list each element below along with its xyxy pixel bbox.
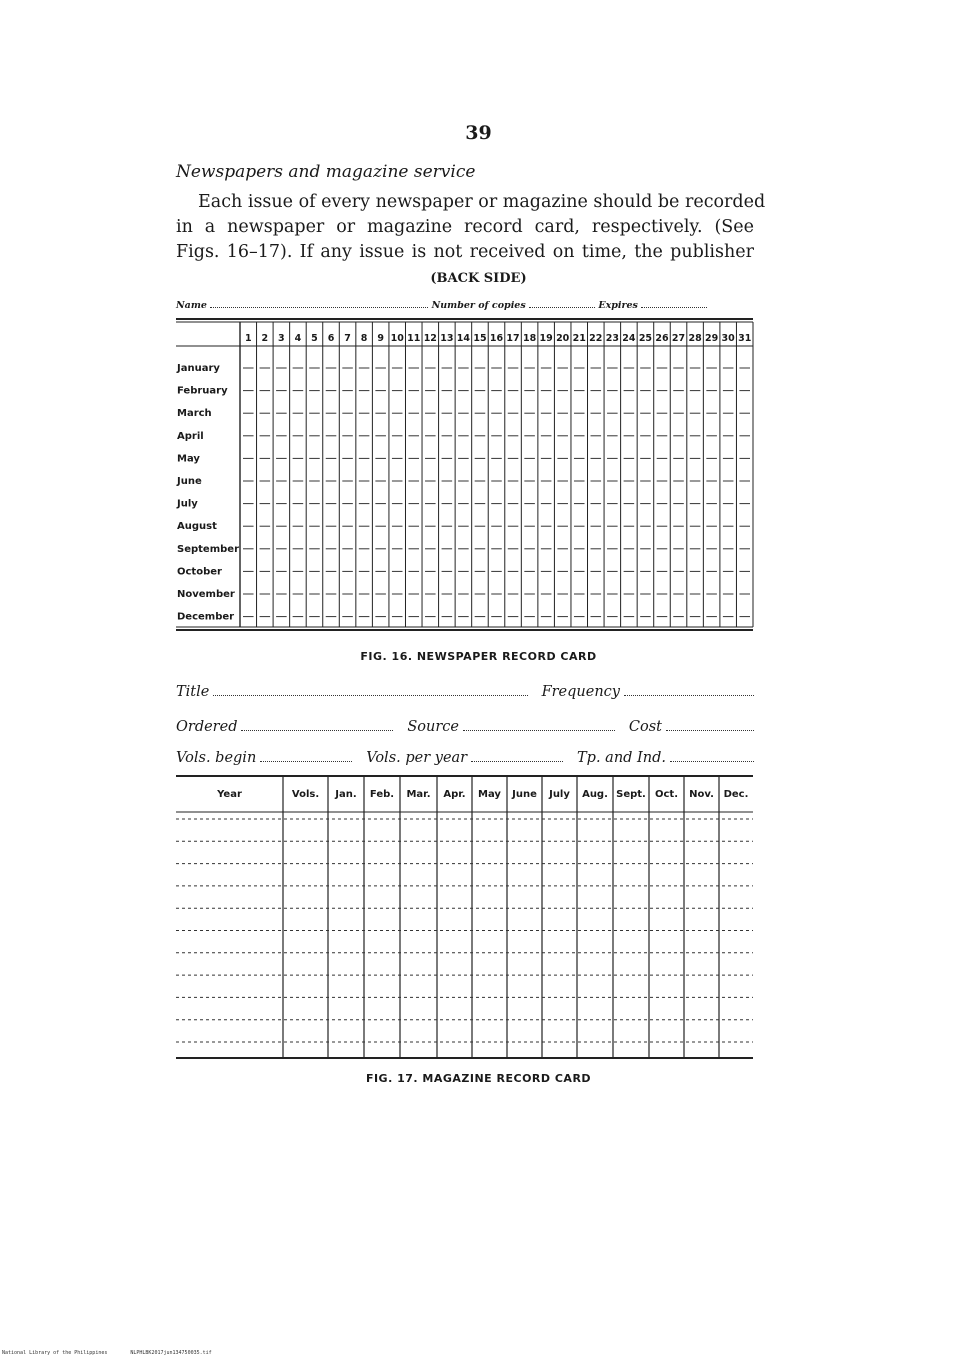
mag-column-header: Oct. bbox=[654, 789, 679, 800]
title-label: Title bbox=[176, 684, 210, 700]
expires-label: Expires bbox=[598, 300, 638, 311]
frequency-label: Frequency bbox=[541, 684, 620, 700]
day-number: 30 bbox=[721, 333, 735, 344]
library-credit: National Library of the Philippines bbox=[2, 1350, 108, 1356]
ordered-label: Ordered bbox=[176, 719, 238, 735]
paragraph-line: Figs. 16–17). If any issue is not received on time, the publisher bbox=[176, 242, 754, 262]
day-number: 14 bbox=[456, 333, 471, 344]
day-number: 6 bbox=[327, 333, 335, 344]
day-number: 21 bbox=[572, 333, 586, 344]
copies-label: Number of copies bbox=[431, 300, 526, 311]
mag-column-header: Aug. bbox=[582, 789, 608, 800]
month-label: February bbox=[177, 385, 228, 397]
mag-column-header: Dec. bbox=[723, 789, 749, 800]
day-number: 28 bbox=[688, 333, 702, 344]
month-label: June bbox=[177, 476, 202, 487]
day-number: 12 bbox=[423, 333, 437, 344]
mag-column-header: Year bbox=[217, 789, 242, 800]
day-number: 9 bbox=[377, 333, 384, 344]
day-number: 31 bbox=[738, 333, 752, 344]
name-label: Name bbox=[176, 300, 207, 311]
month-label: January bbox=[177, 363, 220, 374]
day-number: 13 bbox=[440, 333, 454, 344]
day-number: 19 bbox=[539, 333, 553, 344]
day-number: 22 bbox=[589, 333, 603, 344]
day-number: 27 bbox=[671, 333, 686, 344]
cost-label: Cost bbox=[628, 719, 662, 735]
day-number: 24 bbox=[622, 333, 636, 344]
file-id: NLPHLBK2017jun134750035.tif bbox=[130, 1350, 212, 1356]
mag-column-header: Apr. bbox=[443, 789, 466, 800]
month-label: October bbox=[177, 566, 222, 578]
day-number: 4 bbox=[294, 333, 302, 344]
day-number: 18 bbox=[522, 333, 537, 344]
mag-column-header: Nov. bbox=[689, 789, 714, 800]
back-side-label: (BACK SIDE) bbox=[430, 271, 527, 286]
day-number: 5 bbox=[311, 333, 318, 344]
day-number: 23 bbox=[605, 333, 619, 344]
vols-per-year-label: Vols. per year bbox=[366, 750, 468, 766]
day-number: 29 bbox=[705, 333, 719, 344]
day-number: 20 bbox=[556, 333, 570, 344]
month-label: November bbox=[177, 589, 235, 600]
mag-column-header: Jan. bbox=[335, 789, 357, 800]
day-number: 3 bbox=[278, 333, 285, 344]
day-number: 17 bbox=[506, 333, 520, 344]
scan-footer bbox=[2, 1350, 232, 1356]
month-label: May bbox=[177, 453, 200, 465]
day-number: 15 bbox=[473, 333, 487, 344]
month-label: September bbox=[177, 543, 239, 555]
mag-column-header: June bbox=[512, 789, 537, 800]
fig17-caption: FIG. 17. MAGAZINE RECORD CARD bbox=[365, 1072, 592, 1085]
day-number: 25 bbox=[638, 333, 653, 344]
mag-column-header: Feb. bbox=[369, 789, 395, 800]
mag-column-header: Vols. bbox=[291, 789, 320, 800]
paragraph-line: Each issue of every newspaper or magazine should be recorded bbox=[198, 192, 766, 212]
day-number: 11 bbox=[407, 333, 421, 344]
day-number: 8 bbox=[360, 333, 368, 344]
day-number: 2 bbox=[261, 333, 269, 344]
month-label: December bbox=[177, 611, 235, 623]
month-label: August bbox=[177, 521, 217, 533]
tp-ind-label: Tp. and Ind. bbox=[577, 750, 667, 766]
mag-column-header: Sept. bbox=[616, 789, 646, 800]
day-number: 7 bbox=[344, 333, 351, 344]
source-label: Source bbox=[407, 719, 460, 735]
day-number: 1 bbox=[244, 333, 252, 344]
section-heading: Newspapers and magazine service bbox=[176, 162, 476, 182]
vols-begin-label: Vols. begin bbox=[176, 750, 257, 766]
month-label: April bbox=[177, 430, 204, 442]
fig16-caption: FIG. 16. NEWSPAPER RECORD CARD bbox=[360, 650, 597, 663]
mag-column-header: July bbox=[549, 789, 570, 800]
day-number: 16 bbox=[489, 333, 504, 344]
month-label: March bbox=[177, 408, 212, 420]
mag-column-header: Mar. bbox=[406, 789, 431, 800]
paragraph-line: in a newspaper or magazine record card, respectively. (See bbox=[176, 217, 754, 237]
day-number: 10 bbox=[390, 333, 404, 344]
mag-column-header: May bbox=[478, 789, 501, 800]
day-number: 26 bbox=[655, 333, 669, 344]
page-number: 39 bbox=[465, 122, 492, 144]
month-label: July bbox=[177, 498, 198, 510]
